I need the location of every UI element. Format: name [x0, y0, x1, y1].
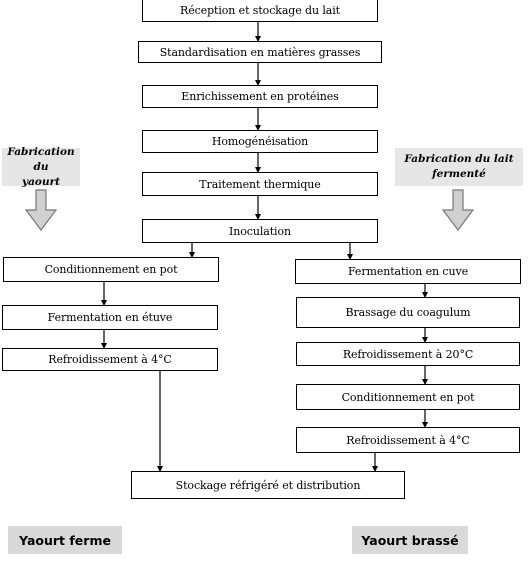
step-stockage: Stockage réfrigéré et distribution	[131, 471, 405, 499]
step-homogeneisation: Homogénéisation	[142, 130, 378, 153]
tag-yaourt-ferme: Yaourt ferme	[8, 526, 122, 554]
side-label-yaourt-line1: Fabrication du	[7, 145, 75, 173]
hollow-down-arrow-left	[26, 190, 56, 230]
side-label-yaourt-line2: yaourt	[22, 175, 60, 188]
step-inoculation: Inoculation	[142, 219, 378, 243]
right-brassage: Brassage du coagulum	[296, 297, 520, 328]
tag-yaourt-brasse: Yaourt brassé	[352, 526, 468, 554]
step-standardisation: Standardisation en matières grasses	[138, 41, 382, 63]
right-refroidissement-4: Refroidissement à 4°C	[296, 427, 520, 453]
side-label-yaourt	[2, 145, 80, 188]
right-conditionnement: Conditionnement en pot	[296, 384, 520, 410]
left-refroidissement: Refroidissement à 4°C	[2, 348, 218, 371]
step-reception: Réception et stockage du lait	[142, 0, 378, 22]
side-label-lait-line2: fermenté	[432, 168, 486, 180]
step-enrichissement: Enrichissement en protéines	[142, 85, 378, 108]
right-refroidissement-20: Refroidissement à 20°C	[296, 342, 520, 366]
side-label-lait-fermente	[395, 148, 523, 186]
step-traitement: Traitement thermique	[142, 172, 378, 196]
side-label-lait-line1: Fabrication du lait	[404, 153, 514, 165]
left-fermentation: Fermentation en étuve	[2, 305, 218, 330]
right-fermentation: Fermentation en cuve	[295, 259, 521, 284]
left-conditionnement: Conditionnement en pot	[3, 257, 219, 282]
hollow-down-arrow-right	[443, 190, 473, 230]
